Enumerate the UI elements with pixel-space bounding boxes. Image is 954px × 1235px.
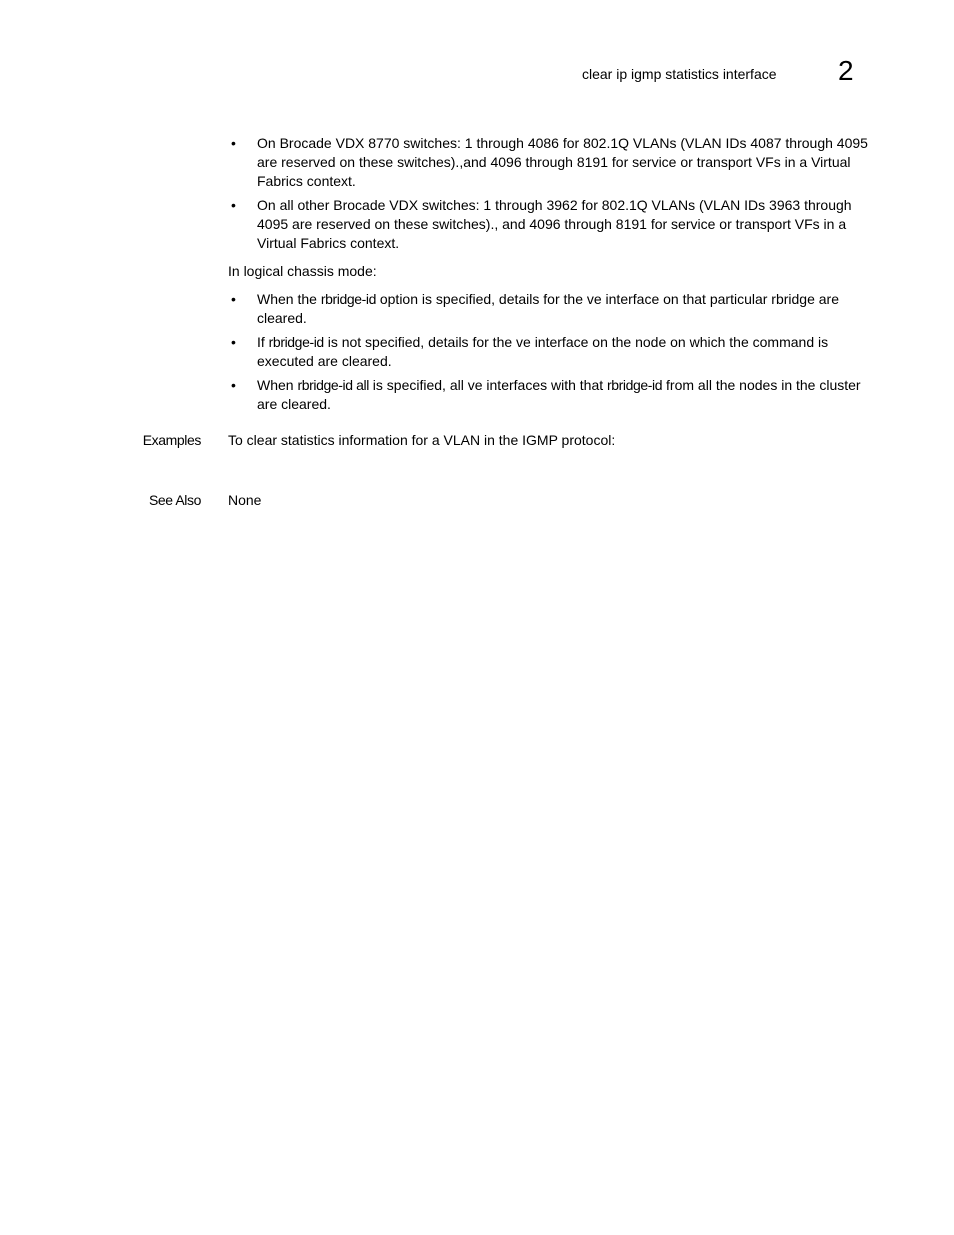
- vlan-range-list: [228, 134, 878, 253]
- text-segment: If: [257, 334, 269, 350]
- examples-heading: Examples: [142, 432, 201, 448]
- examples-text: To clear statistics information for a VLAN in the IGMP protocol:: [228, 432, 616, 448]
- text-segment: When the: [257, 291, 321, 307]
- chapter-number: 2: [838, 55, 854, 86]
- see-also-text: None: [228, 492, 262, 508]
- running-header-title: clear ip igmp statistics interface: [582, 66, 777, 82]
- keyword-rbridge-id-all: rbridge-id all: [297, 377, 369, 393]
- text-segment: from all the nodes in the cluster are cleared.: [257, 377, 861, 412]
- text-segment: When: [257, 377, 298, 393]
- logical-chassis-list: [228, 290, 878, 414]
- list-item: [228, 290, 878, 328]
- keyword-rbridge-id: rbridge-id: [268, 334, 324, 350]
- list-item-text: On Brocade VDX 8770 switches: 1 through 4086 for 802.1Q VLANs (VLAN IDs 4087 through 4095 are reserved on these switches).,and 4096 through 8191 for service or transport VFs in a Virtual Fabrics context.: [257, 135, 868, 189]
- text-segment: is not specified, details for the ve interface on the node on which the command is executed are cleared.: [257, 334, 829, 369]
- bullet-icon: •: [231, 197, 236, 213]
- keyword-rbridge-id: rbridge-id: [607, 377, 663, 393]
- bullet-icon: •: [231, 377, 236, 393]
- keyword-rbridge-id: rbridge-id: [320, 291, 376, 307]
- logical-chassis-intro: In logical chassis mode:: [228, 263, 377, 279]
- bullet-icon: •: [231, 291, 236, 307]
- bullet-icon: •: [231, 135, 236, 151]
- list-item: [228, 196, 878, 253]
- text-segment: option is specified, details for the ve interface on that particular rbridge are cleared.: [257, 291, 840, 326]
- list-item: [228, 376, 878, 414]
- see-also-heading: See Also: [148, 492, 201, 508]
- list-item: [228, 333, 878, 371]
- list-item: [228, 134, 878, 191]
- list-item-text: On all other Brocade VDX switches: 1 through 3962 for 802.1Q VLANs (VLAN IDs 3963 through 4095 are reserved on these switches)., and 4096 through 8191 for service or transport VFs in a Virtual Fabrics context.: [257, 197, 852, 251]
- text-segment: is specified, all ve interfaces with that: [368, 377, 608, 393]
- bullet-icon: •: [231, 334, 236, 350]
